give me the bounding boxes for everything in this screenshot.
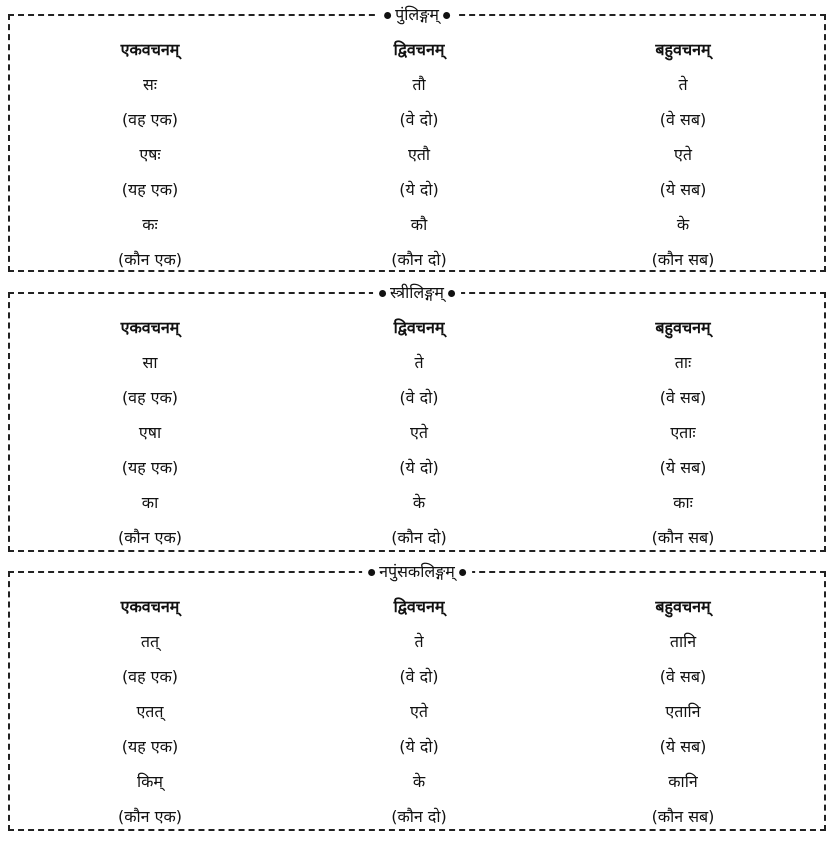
table-cell: के xyxy=(412,772,426,791)
table-cell: (ये सब) xyxy=(659,737,707,756)
header-dual: द्विवचनम् xyxy=(393,597,445,616)
table-cell: के xyxy=(412,493,426,512)
table-cell: कौ xyxy=(410,215,428,234)
declension-table xyxy=(10,589,824,834)
table-cell: एतत् xyxy=(136,702,164,721)
table-cell: एते xyxy=(410,702,428,721)
table-cell: ताः xyxy=(674,353,692,372)
table-cell: (कौन दो) xyxy=(391,250,447,269)
table-cell: एषा xyxy=(138,423,162,442)
table-cell: (ये सब) xyxy=(659,180,707,199)
neuter-section xyxy=(8,562,826,831)
table-cell: (ये दो) xyxy=(399,458,439,477)
table-cell: (ये दो) xyxy=(399,180,439,199)
table-cell: (यह एक) xyxy=(121,180,179,199)
table-cell: (वे सब) xyxy=(659,110,707,129)
table-cell: किम् xyxy=(136,772,163,791)
table-cell: (वे सब) xyxy=(659,388,707,407)
table-cell: (ये सब) xyxy=(659,458,707,477)
table-cell: ते xyxy=(414,632,424,651)
table-cell: (वह एक) xyxy=(121,667,179,686)
table-cell: (वे दो) xyxy=(399,388,439,407)
section-title xyxy=(373,282,461,304)
table-cell: ते xyxy=(414,353,424,372)
table-cell: एतानि xyxy=(665,702,701,721)
table-cell: काः xyxy=(673,493,693,512)
header-singular: एकवचनम् xyxy=(120,318,180,337)
table-cell: एतौ xyxy=(407,145,431,164)
header-plural: बहुवचनम् xyxy=(655,40,711,59)
bullet-icon xyxy=(459,569,466,576)
table-cell: के xyxy=(676,215,690,234)
table-cell: (कौन सब) xyxy=(651,807,715,826)
table-cell: (वे सब) xyxy=(659,667,707,686)
table-cell: का xyxy=(141,493,159,512)
table-cell: तौ xyxy=(412,75,426,94)
table-cell: (यह एक) xyxy=(121,458,179,477)
bullet-icon xyxy=(448,290,455,297)
section-title xyxy=(378,4,456,26)
table-cell: (कौन सब) xyxy=(651,250,715,269)
table-cell: एषः xyxy=(139,145,161,164)
table-cell: (वह एक) xyxy=(121,388,179,407)
section-title-text: नपुंसकलिङ्गम् xyxy=(379,562,455,581)
table-cell: कः xyxy=(142,215,158,234)
table-cell: तत् xyxy=(140,632,160,651)
header-plural: बहुवचनम् xyxy=(655,597,711,616)
header-singular: एकवचनम् xyxy=(120,597,180,616)
header-dual: द्विवचनम् xyxy=(393,318,445,337)
declension-table xyxy=(10,32,824,277)
table-cell: सः xyxy=(142,75,158,94)
masculine-section xyxy=(8,5,826,272)
table-cell: (ये दो) xyxy=(399,737,439,756)
bullet-icon xyxy=(443,12,450,19)
table-cell: कानि xyxy=(668,772,698,791)
table-cell: (कौन एक) xyxy=(117,250,183,269)
table-cell: एताः xyxy=(670,423,696,442)
table-cell: (कौन दो) xyxy=(391,528,447,547)
feminine-section xyxy=(8,283,826,552)
table-cell: (कौन सब) xyxy=(651,528,715,547)
table-cell: एते xyxy=(674,145,692,164)
header-plural: बहुवचनम् xyxy=(655,318,711,337)
table-cell: (यह एक) xyxy=(121,737,179,756)
table-cell: एते xyxy=(410,423,428,442)
bullet-icon xyxy=(379,290,386,297)
table-cell: ते xyxy=(678,75,688,94)
section-title xyxy=(362,561,472,583)
table-cell: (कौन दो) xyxy=(391,807,447,826)
header-singular: एकवचनम् xyxy=(120,40,180,59)
bullet-icon xyxy=(384,12,391,19)
header-dual: द्विवचनम् xyxy=(393,40,445,59)
table-cell: (वे दो) xyxy=(399,667,439,686)
table-cell: (वे दो) xyxy=(399,110,439,129)
table-cell: (कौन एक) xyxy=(117,807,183,826)
declension-table xyxy=(10,310,824,555)
bullet-icon xyxy=(368,569,375,576)
table-cell: (वह एक) xyxy=(121,110,179,129)
section-title-text: स्त्रीलिङ्गम् xyxy=(390,283,444,302)
table-cell: तानि xyxy=(669,632,697,651)
section-title-text: पुंलिङ्गम् xyxy=(395,5,439,24)
table-cell: सा xyxy=(142,353,158,372)
table-cell: (कौन एक) xyxy=(117,528,183,547)
